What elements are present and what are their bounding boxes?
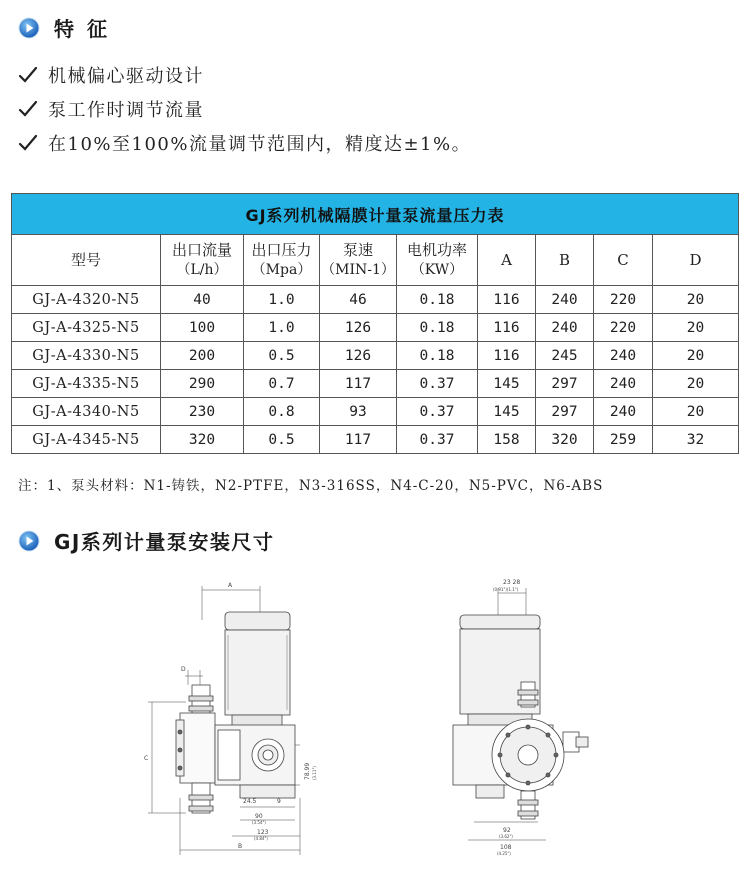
table-title: GJ系列机械隔膜计量泵流量压力表: [12, 194, 739, 235]
table-cell: 117: [320, 426, 397, 454]
table-cell: 240: [594, 398, 653, 426]
table-cell: 240: [536, 314, 594, 342]
table-cell: 117: [320, 370, 397, 398]
table-cell: 158: [478, 426, 536, 454]
svg-text:90: 90: [255, 813, 263, 820]
table-row: [12, 342, 739, 370]
svg-text:(3.62"): (3.62"): [499, 834, 513, 839]
table-cell: 230: [161, 398, 244, 426]
install-header: [18, 526, 274, 555]
svg-text:B: B: [238, 843, 243, 850]
feature-text: 在10%至100%流量调节范围内，精度达±1%。: [48, 134, 472, 155]
table-cell: 220: [594, 314, 653, 342]
feature-item: [18, 92, 471, 126]
svg-text:(4.25"): (4.25"): [497, 851, 511, 856]
table-cell: 46: [320, 286, 397, 314]
table-row: [12, 426, 739, 454]
table-cell: 20: [653, 398, 739, 426]
table-cell: 126: [320, 342, 397, 370]
table-row: [12, 314, 739, 342]
feature-text: 泵工作时调节流量: [48, 100, 204, 121]
table-cell: 0.7: [244, 370, 320, 398]
material-note: 注：1、泵头材料：N1-铸铁，N2-PTFE，N3-316SS，N4-C-20，N5-PVC，N6-ABS: [18, 478, 604, 494]
column-header: 泵速 （MIN-1）: [320, 235, 397, 286]
svg-text:(0.91")(1.1"): (0.91")(1.1"): [493, 587, 519, 592]
svg-text:9: 9: [277, 798, 281, 805]
table-cell: 240: [594, 370, 653, 398]
svg-text:23 28: 23 28: [503, 579, 521, 586]
svg-text:(3.11"): (3.11"): [312, 766, 317, 780]
table-row: [12, 370, 739, 398]
table-cell: 126: [320, 314, 397, 342]
table-cell: 116: [478, 342, 536, 370]
table-cell: 1.0: [244, 314, 320, 342]
table-cell: 290: [161, 370, 244, 398]
table-cell: 40: [161, 286, 244, 314]
table-cell: 220: [594, 286, 653, 314]
play-circle-icon: [18, 17, 40, 39]
svg-text:24.5: 24.5: [243, 798, 257, 805]
table-cell: 93: [320, 398, 397, 426]
table-cell: 116: [478, 314, 536, 342]
features-title: 特 征: [54, 17, 110, 41]
column-header: 出口压力 （Mpa）: [244, 235, 320, 286]
checkmark-icon: [18, 99, 38, 119]
svg-text:78.99: 78.99: [304, 762, 311, 780]
table-cell: 116: [478, 286, 536, 314]
features-header: [18, 13, 110, 42]
table-cell: 145: [478, 370, 536, 398]
table-cell: 297: [536, 370, 594, 398]
model-cell: GJ-A-4320-N5: [12, 286, 161, 314]
feature-item: [18, 126, 471, 160]
table-cell: 320: [161, 426, 244, 454]
table-cell: 0.37: [397, 370, 478, 398]
table-cell: 0.37: [397, 398, 478, 426]
column-header: 型号: [12, 235, 161, 286]
model-cell: GJ-A-4345-N5: [12, 426, 161, 454]
pump-dimension-drawing: [140, 570, 590, 865]
table-cell: 0.18: [397, 286, 478, 314]
table-cell: 20: [653, 370, 739, 398]
table-cell: 145: [478, 398, 536, 426]
install-title: GJ系列计量泵安装尺寸: [54, 530, 275, 554]
table-cell: 1.0: [244, 286, 320, 314]
feature-item: [18, 58, 471, 92]
table-row: [12, 398, 739, 426]
svg-text:123: 123: [257, 829, 269, 836]
table-cell: 100: [161, 314, 244, 342]
column-header: A: [478, 235, 536, 286]
pump-side-view: [144, 582, 317, 855]
feature-text: 机械偏心驱动设计: [48, 66, 204, 87]
model-cell: GJ-A-4325-N5: [12, 314, 161, 342]
checkmark-icon: [18, 133, 38, 153]
table-cell: 0.5: [244, 342, 320, 370]
table-cell: 0.18: [397, 314, 478, 342]
model-cell: GJ-A-4335-N5: [12, 370, 161, 398]
table-cell: 259: [594, 426, 653, 454]
checkmark-icon: [18, 65, 38, 85]
table-cell: 0.37: [397, 426, 478, 454]
column-header: B: [536, 235, 594, 286]
table-cell: 200: [161, 342, 244, 370]
pump-front-view: [453, 579, 588, 856]
svg-text:D: D: [181, 666, 186, 673]
table-cell: 20: [653, 314, 739, 342]
svg-text:108: 108: [500, 844, 512, 851]
svg-text:C: C: [144, 755, 149, 762]
table-cell: 0.8: [244, 398, 320, 426]
model-cell: GJ-A-4330-N5: [12, 342, 161, 370]
table-cell: 240: [594, 342, 653, 370]
model-cell: GJ-A-4340-N5: [12, 398, 161, 426]
table-cell: 320: [536, 426, 594, 454]
column-header: 电机功率 （KW）: [397, 235, 478, 286]
table-header-row: [12, 235, 739, 286]
column-header: C: [594, 235, 653, 286]
table-cell: 297: [536, 398, 594, 426]
table-cell: 20: [653, 342, 739, 370]
table-cell: 32: [653, 426, 739, 454]
table-cell: 0.5: [244, 426, 320, 454]
features-list: [18, 58, 471, 160]
table-cell: 0.18: [397, 342, 478, 370]
flow-pressure-table: [11, 193, 739, 454]
dim-label-a: A: [228, 582, 233, 589]
table-cell: 245: [536, 342, 594, 370]
column-header: 出口流量 （L/h）: [161, 235, 244, 286]
svg-text:92: 92: [503, 827, 511, 834]
svg-text:(4.84"): (4.84"): [254, 836, 268, 841]
table-cell: 20: [653, 286, 739, 314]
column-header: D: [653, 235, 739, 286]
play-circle-icon: [18, 530, 40, 552]
table-row: [12, 286, 739, 314]
svg-text:(3.54"): (3.54"): [252, 820, 266, 825]
table-cell: 240: [536, 286, 594, 314]
